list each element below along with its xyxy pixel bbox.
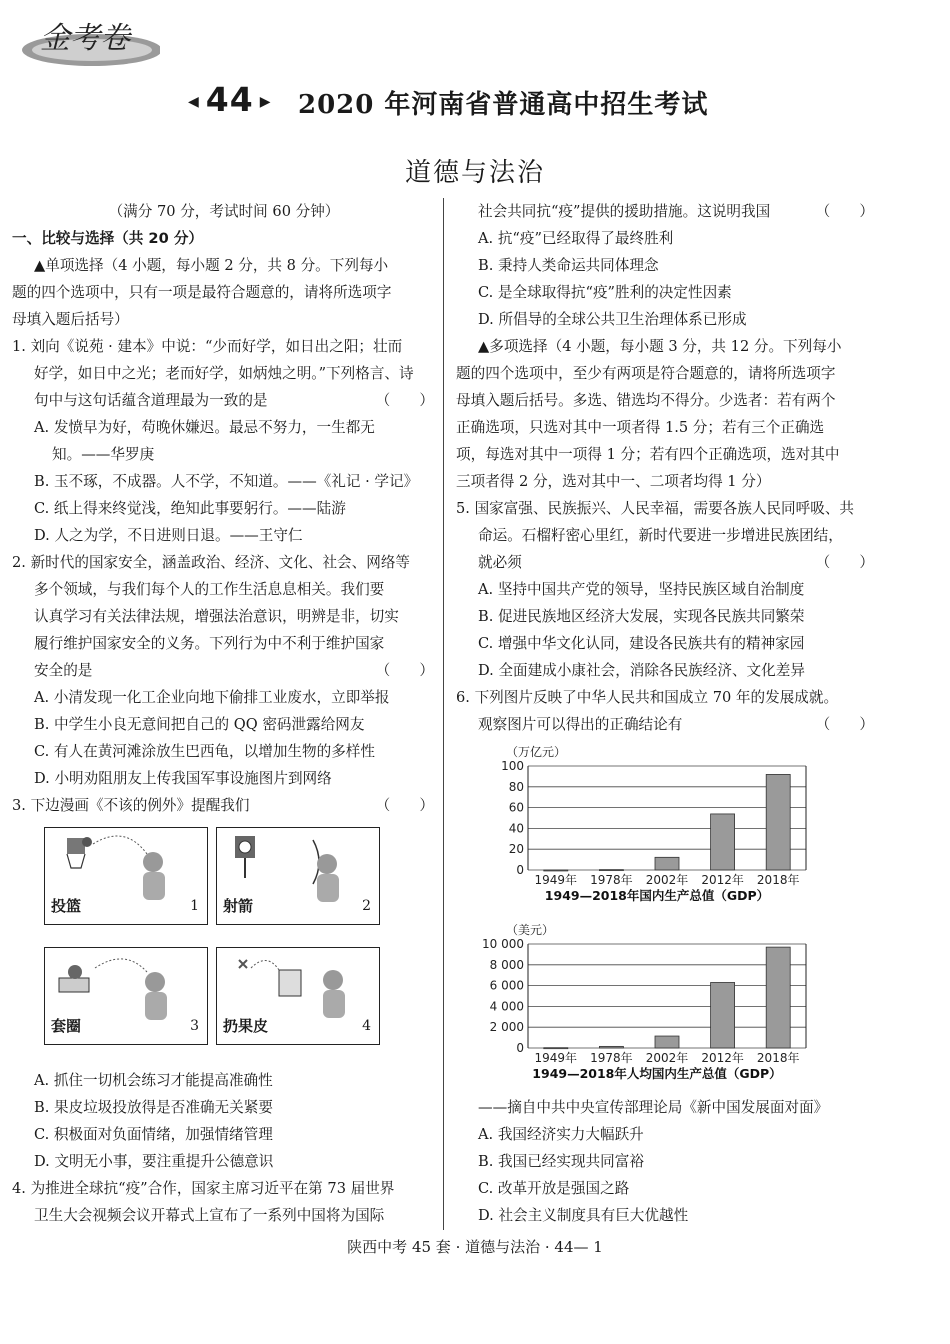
line-text: A. 坚持中国共产党的领导，坚持民族区域自治制度 <box>478 581 805 598</box>
comic-label: 套圈 <box>51 1017 82 1035</box>
text-line <box>456 279 876 306</box>
x-tick-label: 1978年 <box>590 873 633 887</box>
text-line <box>456 549 876 576</box>
y-tick-label: 80 <box>508 779 524 794</box>
bar <box>544 870 568 871</box>
text-line <box>12 738 436 765</box>
line-text: D. 小明劝阻朋友上传我国军事设施图片到网络 <box>34 770 332 787</box>
text-line <box>12 576 436 603</box>
chart-unit: （美元） <box>506 923 555 937</box>
line-text: 题的四个选项中，只有一项是最符合题意的，请将所选项字 <box>12 284 392 301</box>
text-line <box>12 765 436 792</box>
line-text: 3. 下边漫画《不该的例外》提醒我们 <box>12 797 250 814</box>
bar <box>599 870 623 871</box>
y-tick-label: 20 <box>508 842 524 857</box>
comic-panel-1 <box>44 827 208 925</box>
line-text: 社会共同抗“疫”提供的援助措施。这说明我国 <box>478 203 771 220</box>
line-text: 2. 新时代的国家安全，涵盖政治、经济、文化、社会、网络等 <box>12 554 411 571</box>
y-tick-label: 4 000 <box>489 999 524 1014</box>
text-line <box>456 1094 876 1121</box>
line-text: D. 人之为学，不日进则日退。——王守仁 <box>34 527 303 544</box>
gdp-per-capita-bar-chart <box>456 916 876 1094</box>
text-line <box>456 657 876 684</box>
text-line <box>12 279 436 306</box>
text-line <box>12 1175 436 1202</box>
y-tick-label: 2 000 <box>489 1020 524 1035</box>
line-text: 1. 刘向《说苑 · 建本》中说：“少而好学，如日出之阳；壮而 <box>12 338 403 355</box>
text-line <box>456 306 876 333</box>
y-tick-label: 100 <box>501 759 524 773</box>
line-text: C. 增强中华文化认同，建设各民族共有的精神家园 <box>478 635 805 652</box>
y-tick-label: 60 <box>508 800 524 815</box>
logo-text: 金考卷 <box>40 21 130 56</box>
comic-number: 4 <box>362 1018 371 1034</box>
comic-panel-3 <box>44 947 208 1045</box>
line-text: A. 我国经济实力大幅跃升 <box>478 1126 644 1143</box>
bar <box>599 1046 623 1048</box>
exam-title: 2020 年河南省普通高中招生考试 <box>298 90 709 120</box>
line-text: C. 积极面对负面情绪，加强情绪管理 <box>34 1126 273 1143</box>
text-line <box>12 1202 436 1229</box>
text-line <box>12 549 436 576</box>
comic-panel-4 <box>216 947 380 1045</box>
line-text: A. 抗“疫”已经取得了最终胜利 <box>478 230 674 247</box>
line-text: 母填入题后括号） <box>12 311 129 328</box>
line-text: B. 中学生小良无意间把自己的 QQ 密码泄露给网友 <box>34 716 365 733</box>
y-tick-label: 8 000 <box>489 957 524 972</box>
line-text: C. 改革开放是强国之路 <box>478 1180 630 1197</box>
y-tick-label: 40 <box>508 821 524 836</box>
answer-bracket[interactable]: （ ） <box>375 797 434 814</box>
line-text: 知。——华罗庚 <box>52 446 155 463</box>
chart-title: 1949—2018年国内生产总值（GDP） <box>544 888 770 903</box>
bar <box>711 982 735 1048</box>
line-text: C. 纸上得来终觉浅，绝知此事要躬行。——陆游 <box>34 500 346 517</box>
y-tick-label: 0 <box>516 1041 524 1055</box>
logo-graphic <box>10 12 160 72</box>
x-tick-label: 1949年 <box>534 873 578 887</box>
text-line <box>12 333 436 360</box>
text-line <box>456 225 876 252</box>
x-tick-label: 2002年 <box>645 873 689 887</box>
x-tick-label: 1978年 <box>590 1051 633 1065</box>
comic-number: 3 <box>190 1018 199 1034</box>
bar <box>766 774 790 870</box>
text-line <box>12 603 436 630</box>
line-text: （满分 70 分，考试时间 60 分钟） <box>108 203 340 220</box>
line-text: 一、比较与选择（共 20 分） <box>12 230 204 247</box>
right-text-block-2 <box>456 1094 876 1229</box>
line-text: 三项者得 2 分，选对其中一、二项者均得 1 分） <box>456 473 771 490</box>
text-line <box>12 522 436 549</box>
text-line <box>456 360 876 387</box>
text-line <box>456 333 876 360</box>
left-triangle-icon: ◀ <box>188 93 200 110</box>
comic-number: 1 <box>190 898 199 914</box>
comic-panel-2 <box>216 827 380 925</box>
text-line <box>12 1067 436 1094</box>
answer-bracket[interactable]: （ ） <box>375 392 434 409</box>
line-text: 就必须 <box>478 554 522 571</box>
text-line <box>12 684 436 711</box>
exam-number: ◀ 44 ▶ <box>188 80 272 119</box>
gdp-bar-chart <box>456 738 876 916</box>
line-text: 句中与这句话蕴含道理最为一致的是 <box>34 392 268 409</box>
x-tick-label: 1949年 <box>534 1051 578 1065</box>
y-tick-label: 6 000 <box>489 978 524 993</box>
line-text: 命运。石榴籽密心里红，新时代要进一步增进民族团结， <box>478 527 843 544</box>
text-line <box>12 657 436 684</box>
text-line <box>12 360 436 387</box>
line-text: A. 抓住一切机会练习才能提高准确性 <box>34 1072 273 1089</box>
text-line <box>12 1121 436 1148</box>
line-text: 5. 国家富强、民族振兴、人民幸福，需要各族人民同呼吸、共 <box>456 500 855 517</box>
text-line <box>456 414 876 441</box>
x-tick-label: 2012年 <box>701 873 744 887</box>
exam-header <box>0 80 950 124</box>
line-text: B. 玉不琢，不成器。人不学，不知道。——《礼记 · 学记》 <box>34 473 419 490</box>
text-line <box>456 711 876 738</box>
line-text: 安全的是 <box>34 662 93 679</box>
chart-unit: （万亿元） <box>506 745 567 759</box>
right-column <box>456 198 876 1229</box>
bar <box>544 1048 568 1049</box>
text-line <box>456 576 876 603</box>
text-line <box>12 1148 436 1175</box>
answer-bracket[interactable]: （ ） <box>375 662 434 679</box>
text-line <box>456 1148 876 1175</box>
y-tick-label: 0 <box>516 863 524 877</box>
answer-bracket[interactable]: （ ） <box>815 203 874 220</box>
line-text: ▲单项选择（4 小题，每小题 2 分，共 8 分。下列每小 <box>34 257 389 274</box>
text-line <box>12 252 436 279</box>
comic-number: 2 <box>362 898 371 914</box>
line-text: 卫生大会视频会议开幕式上宣布了一系列中国将为国际 <box>34 1207 385 1224</box>
line-text: 项，每选对其中一项得 1 分；若有四个正确选项，选对其中 <box>456 446 840 463</box>
text-line <box>12 495 436 522</box>
bar <box>711 814 735 870</box>
line-text: D. 所倡导的全球公共卫生治理体系已形成 <box>478 311 747 328</box>
text-line <box>12 1094 436 1121</box>
comic-label: 投篮 <box>51 897 82 915</box>
comic-label: 扔果皮 <box>223 1017 269 1035</box>
line-text: 题的四个选项中，至少有两项是符合题意的，请将所选项字 <box>456 365 836 382</box>
line-text: B. 我国已经实现共同富裕 <box>478 1153 644 1170</box>
page-footer: 陕西中考 45 套 · 道德与法治 · 44— 1 <box>347 1238 603 1256</box>
line-text: D. 文明无小事，要注重提升公德意识 <box>34 1153 274 1170</box>
text-line <box>12 441 436 468</box>
column-divider <box>443 198 444 1230</box>
x-tick-label: 2018年 <box>756 873 800 887</box>
bar <box>655 1036 679 1048</box>
text-line <box>456 1202 876 1229</box>
line-text: 履行维护国家安全的义务。下列行为中不利于维护国家 <box>34 635 385 652</box>
line-text: ——摘自中共中央宣传部理论局《新中国发展面对面》 <box>478 1099 829 1116</box>
line-text: 观察图片可以得出的正确结论有 <box>478 716 683 733</box>
chart-title: 1949—2018年人均国内生产总值（GDP） <box>532 1066 782 1081</box>
left-column <box>12 198 436 1229</box>
text-line <box>12 306 436 333</box>
line-text: 多个领域，与我们每个人的工作生活息息相关。我们要 <box>34 581 385 598</box>
text-line <box>12 414 436 441</box>
text-line <box>456 198 876 225</box>
text-line <box>456 630 876 657</box>
brand-logo <box>10 12 160 72</box>
text-line <box>456 387 876 414</box>
text-line <box>456 684 876 711</box>
text-line <box>456 252 876 279</box>
text-line <box>456 468 876 495</box>
line-text: 4. 为推进全球抗“疫”合作，国家主席习近平在第 73 届世界 <box>12 1180 395 1197</box>
line-text: 正确选项，只选对其中一项者得 1.5 分；若有三个正确选 <box>456 419 825 436</box>
y-tick-label: 10 000 <box>482 937 524 951</box>
comic-label: 射箭 <box>223 897 254 915</box>
line-text: C. 有人在黄河滩涂放生巴西龟，以增加生物的多样性 <box>34 743 375 760</box>
line-text: A. 小清发现一化工企业向地下偷排工业废水，立即举报 <box>34 689 390 706</box>
text-line <box>456 441 876 468</box>
right-triangle-icon: ▶ <box>259 93 272 110</box>
right-text-block <box>456 198 876 738</box>
text-line <box>456 603 876 630</box>
line-text: A. 发愤早为好，苟晚休嫌迟。最忌不努力，一生都无 <box>34 419 375 436</box>
text-line <box>12 468 436 495</box>
line-text: 母填入题后括号。多选、错选均不得分。少选者：若有两个 <box>456 392 836 409</box>
text-line <box>12 711 436 738</box>
text-line <box>12 387 436 414</box>
line-text: B. 果皮垃圾投放得是否准确无关紧要 <box>34 1099 273 1116</box>
text-line <box>456 1121 876 1148</box>
answer-bracket[interactable]: （ ） <box>815 554 874 571</box>
x-tick-label: 2018年 <box>756 1051 800 1065</box>
text-line <box>12 630 436 657</box>
gdp-chart <box>456 738 876 916</box>
gdp-per-capita-chart <box>456 916 876 1094</box>
line-text: ▲多项选择（4 小题，每小题 3 分，共 12 分。下列每小 <box>478 338 842 355</box>
x-tick-label: 2012年 <box>701 1051 744 1065</box>
line-text: B. 秉持人类命运共同体理念 <box>478 257 659 274</box>
line-text: 好学，如日中之光；老而好学，如炳烛之明。”下列格言、诗 <box>34 365 414 382</box>
line-text: D. 全面建成小康社会，消除各民族经济、文化差异 <box>478 662 805 679</box>
left-text-block <box>12 198 436 819</box>
subject-title: 道德与法治 <box>404 158 545 188</box>
bar <box>655 857 679 870</box>
text-line <box>12 792 436 819</box>
line-text: 6. 下列图片反映了中华人民共和国成立 70 年的发展成就。 <box>456 689 839 706</box>
line-text: 认真学习有关法律法规，增强法治意识，明辨是非，切实 <box>34 608 399 625</box>
left-text-block-2 <box>12 1067 436 1229</box>
text-line <box>456 1175 876 1202</box>
line-text: C. 是全球取得抗“疫”胜利的决定性因素 <box>478 284 732 301</box>
bar <box>766 947 790 1048</box>
text-line <box>12 198 436 225</box>
x-tick-label: 2002年 <box>645 1051 689 1065</box>
answer-bracket[interactable]: （ ） <box>815 716 874 733</box>
line-text: B. 促进民族地区经济大发展，实现各民族共同繁荣 <box>478 608 805 625</box>
text-line <box>456 495 876 522</box>
comic-strip <box>12 823 436 1065</box>
line-text: D. 社会主义制度具有巨大优越性 <box>478 1207 689 1224</box>
text-line <box>12 225 436 252</box>
text-line <box>456 522 876 549</box>
